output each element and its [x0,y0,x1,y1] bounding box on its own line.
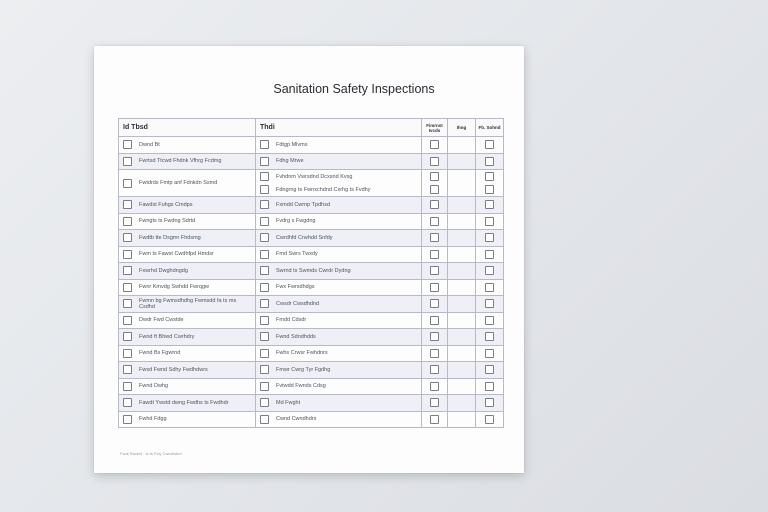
item-cell [119,395,256,412]
status-a-cell [422,279,448,296]
item-cell [119,345,256,362]
task-label: Fdhg Mrwe [276,158,304,165]
task-cell [256,329,422,346]
status-a-checkbox[interactable] [430,200,439,209]
task-checkbox[interactable] [260,217,269,226]
status-c-cell [476,246,504,263]
task-label: Cwsdr Cwsdhdnd [276,300,320,307]
status-c-checkbox[interactable] [485,157,494,166]
status-c-checkbox[interactable] [485,398,494,407]
table-row [119,279,504,296]
status-a-checkbox[interactable] [430,140,439,149]
task-cell [256,345,422,362]
status-c-cell [476,197,504,214]
table-row [119,378,504,395]
task-label: Fwhs Crwsr Fwhdnrs [276,350,328,357]
task-checkbox[interactable] [260,185,269,194]
item-cell [119,296,256,313]
item-checkbox[interactable] [123,365,132,374]
status-c-checkbox[interactable] [485,140,494,149]
status-b-cell [448,263,476,280]
task-label: Md Fwght [276,399,301,406]
status-c-cell [476,345,504,362]
task-cell [256,197,422,214]
status-a-cell [422,362,448,379]
status-b-cell [448,170,476,197]
item-checkbox[interactable] [123,179,132,188]
status-a-cell [422,345,448,362]
task-checkbox[interactable] [260,415,269,424]
inspection-table [118,118,504,428]
task-checkbox[interactable] [260,382,269,391]
task-label: Fxmdd Cwrnp Tpdhsd [276,201,331,208]
status-c-cell [476,312,504,329]
task-cell [256,230,422,247]
status-c-cell [476,378,504,395]
task-cell [256,378,422,395]
status-c-cell [476,213,504,230]
status-c-checkbox[interactable] [485,299,494,308]
status-a-checkbox[interactable] [430,185,439,194]
status-b-cell [448,411,476,428]
item-cell [119,263,256,280]
status-b-cell [448,395,476,412]
status-a-cell [422,395,448,412]
status-a-checkbox[interactable] [430,398,439,407]
status-a-cell [422,296,448,313]
table-row [119,137,504,154]
status-a-cell [422,329,448,346]
task-cell [256,395,422,412]
status-c-cell [476,411,504,428]
task-cell [256,246,422,263]
task-checkbox[interactable] [260,157,269,166]
table-header [119,119,504,137]
item-label: Fwm ts Fawst Cwdhfpd Hmdsr [139,251,214,258]
status-a-checkbox[interactable] [430,233,439,242]
task-checkbox[interactable] [260,349,269,358]
item-label: Fwnr Kmvdg Swhdd Fwrqgw [139,284,209,291]
status-c-checkbox[interactable] [485,217,494,226]
status-a-cell [422,246,448,263]
task-cell [256,279,422,296]
item-checkbox[interactable] [123,140,132,149]
task-checkbox[interactable] [260,250,269,259]
status-a-cell [422,230,448,247]
task-label: Cwrdhfd Crwhdd Snfdy [276,234,333,241]
item-label: Dwnd Bt [139,141,160,148]
table-row [119,362,504,379]
status-c-checkbox[interactable] [485,266,494,275]
status-c-checkbox[interactable] [485,200,494,209]
item-label: Fwnd Bs Fgwrnd [139,350,181,357]
item-checkbox[interactable] [123,283,132,292]
task-cell [256,296,422,313]
task-checkbox[interactable] [260,283,269,292]
status-c-checkbox[interactable] [485,316,494,325]
status-a-checkbox[interactable] [430,365,439,374]
status-a-cell [422,137,448,154]
item-label: Fwnd ft Bhwd Cwrhdry [139,333,195,340]
item-label: Fwngts ts Fwdng Sdrtd [139,218,196,225]
status-b-cell [448,329,476,346]
status-c-cell [476,395,504,412]
item-cell [119,137,256,154]
task-cell [256,411,422,428]
table-body [119,137,504,428]
task-label: Fmwr Cwrg Tyr Fgdhg [276,366,331,373]
task-checkbox[interactable] [260,316,269,325]
status-c-cell [476,296,504,313]
status-c-checkbox[interactable] [485,250,494,259]
status-b-cell [448,279,476,296]
status-c-cell [476,279,504,296]
item-checkbox[interactable] [123,200,132,209]
column-header-5: Fb. Sohnd [476,119,504,137]
task-label: Fvdrg s Fwgdng [276,218,316,225]
table-row [119,329,504,346]
table-row [119,312,504,329]
task-checkbox[interactable] [260,332,269,341]
item-label: Fwrtsd Ttcwd Fhdnk Vfhrg Fcdmg [139,158,222,165]
status-c-checkbox[interactable] [485,382,494,391]
status-c-checkbox[interactable] [485,233,494,242]
task-cell [256,153,422,170]
item-checkbox[interactable] [123,332,132,341]
item-cell [119,230,256,247]
item-checkbox[interactable] [123,157,132,166]
task-checkbox[interactable] [260,233,269,242]
task-label: Fmd Swrs Twxdy [276,251,318,258]
item-checkbox[interactable] [123,250,132,259]
item-checkbox[interactable] [123,217,132,226]
item-cell [119,213,256,230]
task-cell [256,137,422,154]
status-b-cell [448,296,476,313]
task-cell [256,263,422,280]
status-b-cell [448,153,476,170]
table-row [119,197,504,214]
item-cell [119,411,256,428]
task-cell [256,312,422,329]
status-a-checkbox[interactable] [430,172,439,181]
status-a-checkbox[interactable] [430,250,439,259]
table-row [119,213,504,230]
status-a-cell [422,411,448,428]
status-b-cell [448,137,476,154]
table-row [119,296,504,313]
task-checkbox[interactable] [260,200,269,209]
status-a-checkbox[interactable] [430,299,439,308]
status-a-cell [422,312,448,329]
item-cell [119,312,256,329]
item-cell [119,279,256,296]
column-header-task: Thdi [256,119,422,137]
status-c-cell [476,153,504,170]
status-a-checkbox[interactable] [430,266,439,275]
task-label: Fwnd Sdndhdds [276,333,316,340]
task-label: Fdngrng ts Fwnxchdnd Cxrhg ts Fvdhy [276,186,371,193]
task-cell [256,170,422,197]
column-header-4: Ihng [448,119,476,137]
item-cell [119,378,256,395]
task-checkbox[interactable] [260,398,269,407]
status-c-cell [476,362,504,379]
status-a-checkbox[interactable] [430,316,439,325]
status-b-cell [448,378,476,395]
item-label: Fwnd Dwhg [139,383,169,390]
status-c-checkbox[interactable] [485,283,494,292]
item-checkbox[interactable] [123,398,132,407]
status-c-checkbox[interactable] [485,332,494,341]
item-label: Fxwrhd Dwghdngdg [139,267,188,274]
item-label: Fwhd Fdgg [139,416,167,423]
table-row [119,246,504,263]
status-a-checkbox[interactable] [430,349,439,358]
status-b-cell [448,213,476,230]
status-c-checkbox[interactable] [485,172,494,181]
task-label: Fvtwdd Fwnds Cdsg [276,383,326,390]
item-label: Fwmn bg Fwmsdhdhg Fwmsdd fa ts ms Csdhd [139,297,237,310]
task-label: Fmdd Cdsdr [276,317,307,324]
item-label: Fwtdrds Fmtp anf Fdnkdn Ssmd [139,180,218,186]
task-label: Cwnd Cwndhdrs [276,416,317,423]
status-c-cell [476,263,504,280]
task-cell [256,362,422,379]
status-a-checkbox[interactable] [430,415,439,424]
status-a-cell [422,213,448,230]
task-checkbox[interactable] [260,172,269,181]
item-checkbox[interactable] [123,382,132,391]
status-b-cell [448,362,476,379]
status-b-cell [448,230,476,247]
task-checkbox[interactable] [260,140,269,149]
status-c-cell [476,137,504,154]
task-label: Fdtgp Mlvms [276,141,308,148]
item-checkbox[interactable] [123,415,132,424]
item-cell [119,197,256,214]
item-cell [119,362,256,379]
status-b-cell [448,197,476,214]
page-title: Sanitation Safety Inspections [273,82,435,96]
inspection-sheet [94,46,524,473]
table-row [119,230,504,247]
status-a-checkbox[interactable] [430,157,439,166]
status-a-cell [422,378,448,395]
sheet-footer: Fwdt Swdnd · ts ts Fwy Cwndhdnd [120,451,182,456]
item-label: Fwsd Fwnd Sdhy Fwdhdwrs [139,366,208,373]
item-cell [119,153,256,170]
item-checkbox[interactable] [123,349,132,358]
task-checkbox[interactable] [260,365,269,374]
status-c-cell [476,230,504,247]
table-row [119,411,504,428]
column-header-item: Id Tbsd [119,119,256,137]
item-checkbox[interactable] [123,316,132,325]
table-row [119,395,504,412]
status-b-cell [448,312,476,329]
status-b-cell [448,345,476,362]
status-a-checkbox[interactable] [430,332,439,341]
task-cell [256,213,422,230]
status-c-cell [476,170,504,197]
table-row [119,345,504,362]
status-c-checkbox[interactable] [485,349,494,358]
item-checkbox[interactable] [123,299,132,308]
item-checkbox[interactable] [123,233,132,242]
status-c-checkbox[interactable] [485,185,494,194]
status-c-cell [476,329,504,346]
task-checkbox[interactable] [260,266,269,275]
item-label: Fawdst Fuhgs Cmdps [139,201,193,208]
column-header-3: Fimrnst Ivcds [422,119,448,137]
item-label: Fawdt Ywstd dwng Fwdhs ts Fwdhdr [139,399,229,406]
status-a-checkbox[interactable] [430,382,439,391]
item-cell [119,170,256,197]
item-cell [119,329,256,346]
status-b-cell [448,246,476,263]
status-a-cell [422,170,448,197]
item-label: Dwdr Fwd Cwstde [139,317,184,324]
item-cell [119,246,256,263]
task-label: Swrnd ts Swmds Cwrdr Dydng [276,267,351,274]
task-label: Fvhdnm Vwrsdnd Dcxsnd Kvsg [276,173,353,180]
table-row [119,263,504,280]
task-checkbox[interactable] [260,299,269,308]
status-a-cell [422,263,448,280]
status-c-checkbox[interactable] [485,415,494,424]
status-a-checkbox[interactable] [430,217,439,226]
status-a-checkbox[interactable] [430,283,439,292]
status-a-cell [422,153,448,170]
table-row [119,153,504,170]
task-label: Fwx Fwrsdhdgs [276,284,315,291]
table-row [119,170,504,197]
status-c-checkbox[interactable] [485,365,494,374]
item-label: Fwdtb tte Dsgmr Fhdsmg [139,234,201,241]
status-a-cell [422,197,448,214]
item-checkbox[interactable] [123,266,132,275]
